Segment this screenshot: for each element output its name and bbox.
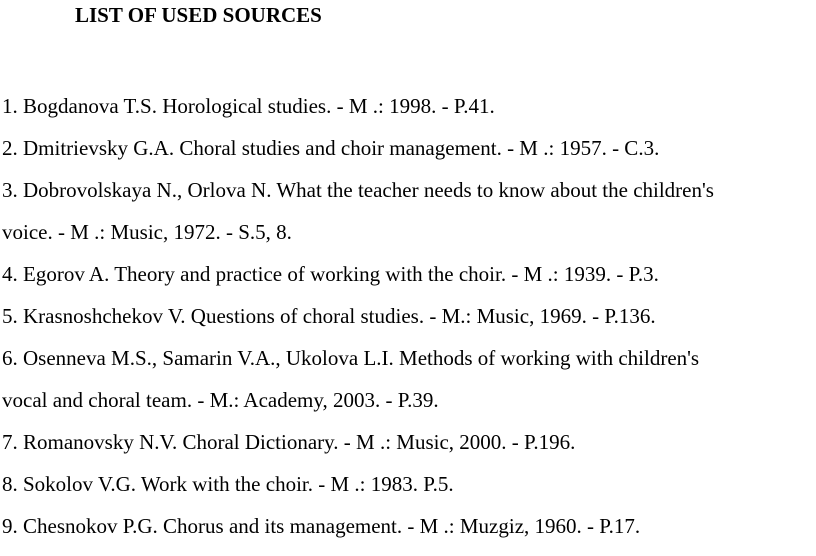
source-3-line-1: 3. Dobrovolskaya N., Orlova N. What the teacher needs to know about the children's	[2, 178, 714, 202]
source-9: 9. Chesnokov P.G. Chorus and its management. - M .: Muzgiz, 1960. - P.17.	[2, 514, 641, 538]
source-5: 5. Krasnoshchekov V. Questions of choral studies. - M.: Music, 1969. - P.136.	[2, 304, 656, 328]
source-8: 8. Sokolov V.G. Work with the choir. - M .: 1983. P.5.	[2, 472, 454, 496]
source-7: 7. Romanovsky N.V. Choral Dictionary. - M .: Music, 2000. - P.196.	[2, 430, 576, 454]
source-6-line-1: 6. Osenneva M.S., Samarin V.A., Ukolova L.I. Methods of working with children's	[2, 346, 700, 370]
source-4: 4. Egorov A. Theory and practice of working with the choir. - M .: 1939. - P.3.	[2, 262, 659, 286]
source-3-line-2: voice. - M .: Music, 1972. - S.5, 8.	[2, 220, 292, 244]
source-6-line-2: vocal and choral team. - M.: Academy, 2003. - P.39.	[2, 388, 439, 412]
source-1: 1. Bogdanova T.S. Horological studies. - M .: 1998. - P.41.	[2, 94, 495, 118]
sources-list	[2, 85, 816, 547]
source-2: 2. Dmitrievsky G.A. Choral studies and choir management. - M .: 1957. - C.3.	[2, 136, 660, 160]
page-title: LIST OF USED SOURCES	[75, 3, 322, 27]
